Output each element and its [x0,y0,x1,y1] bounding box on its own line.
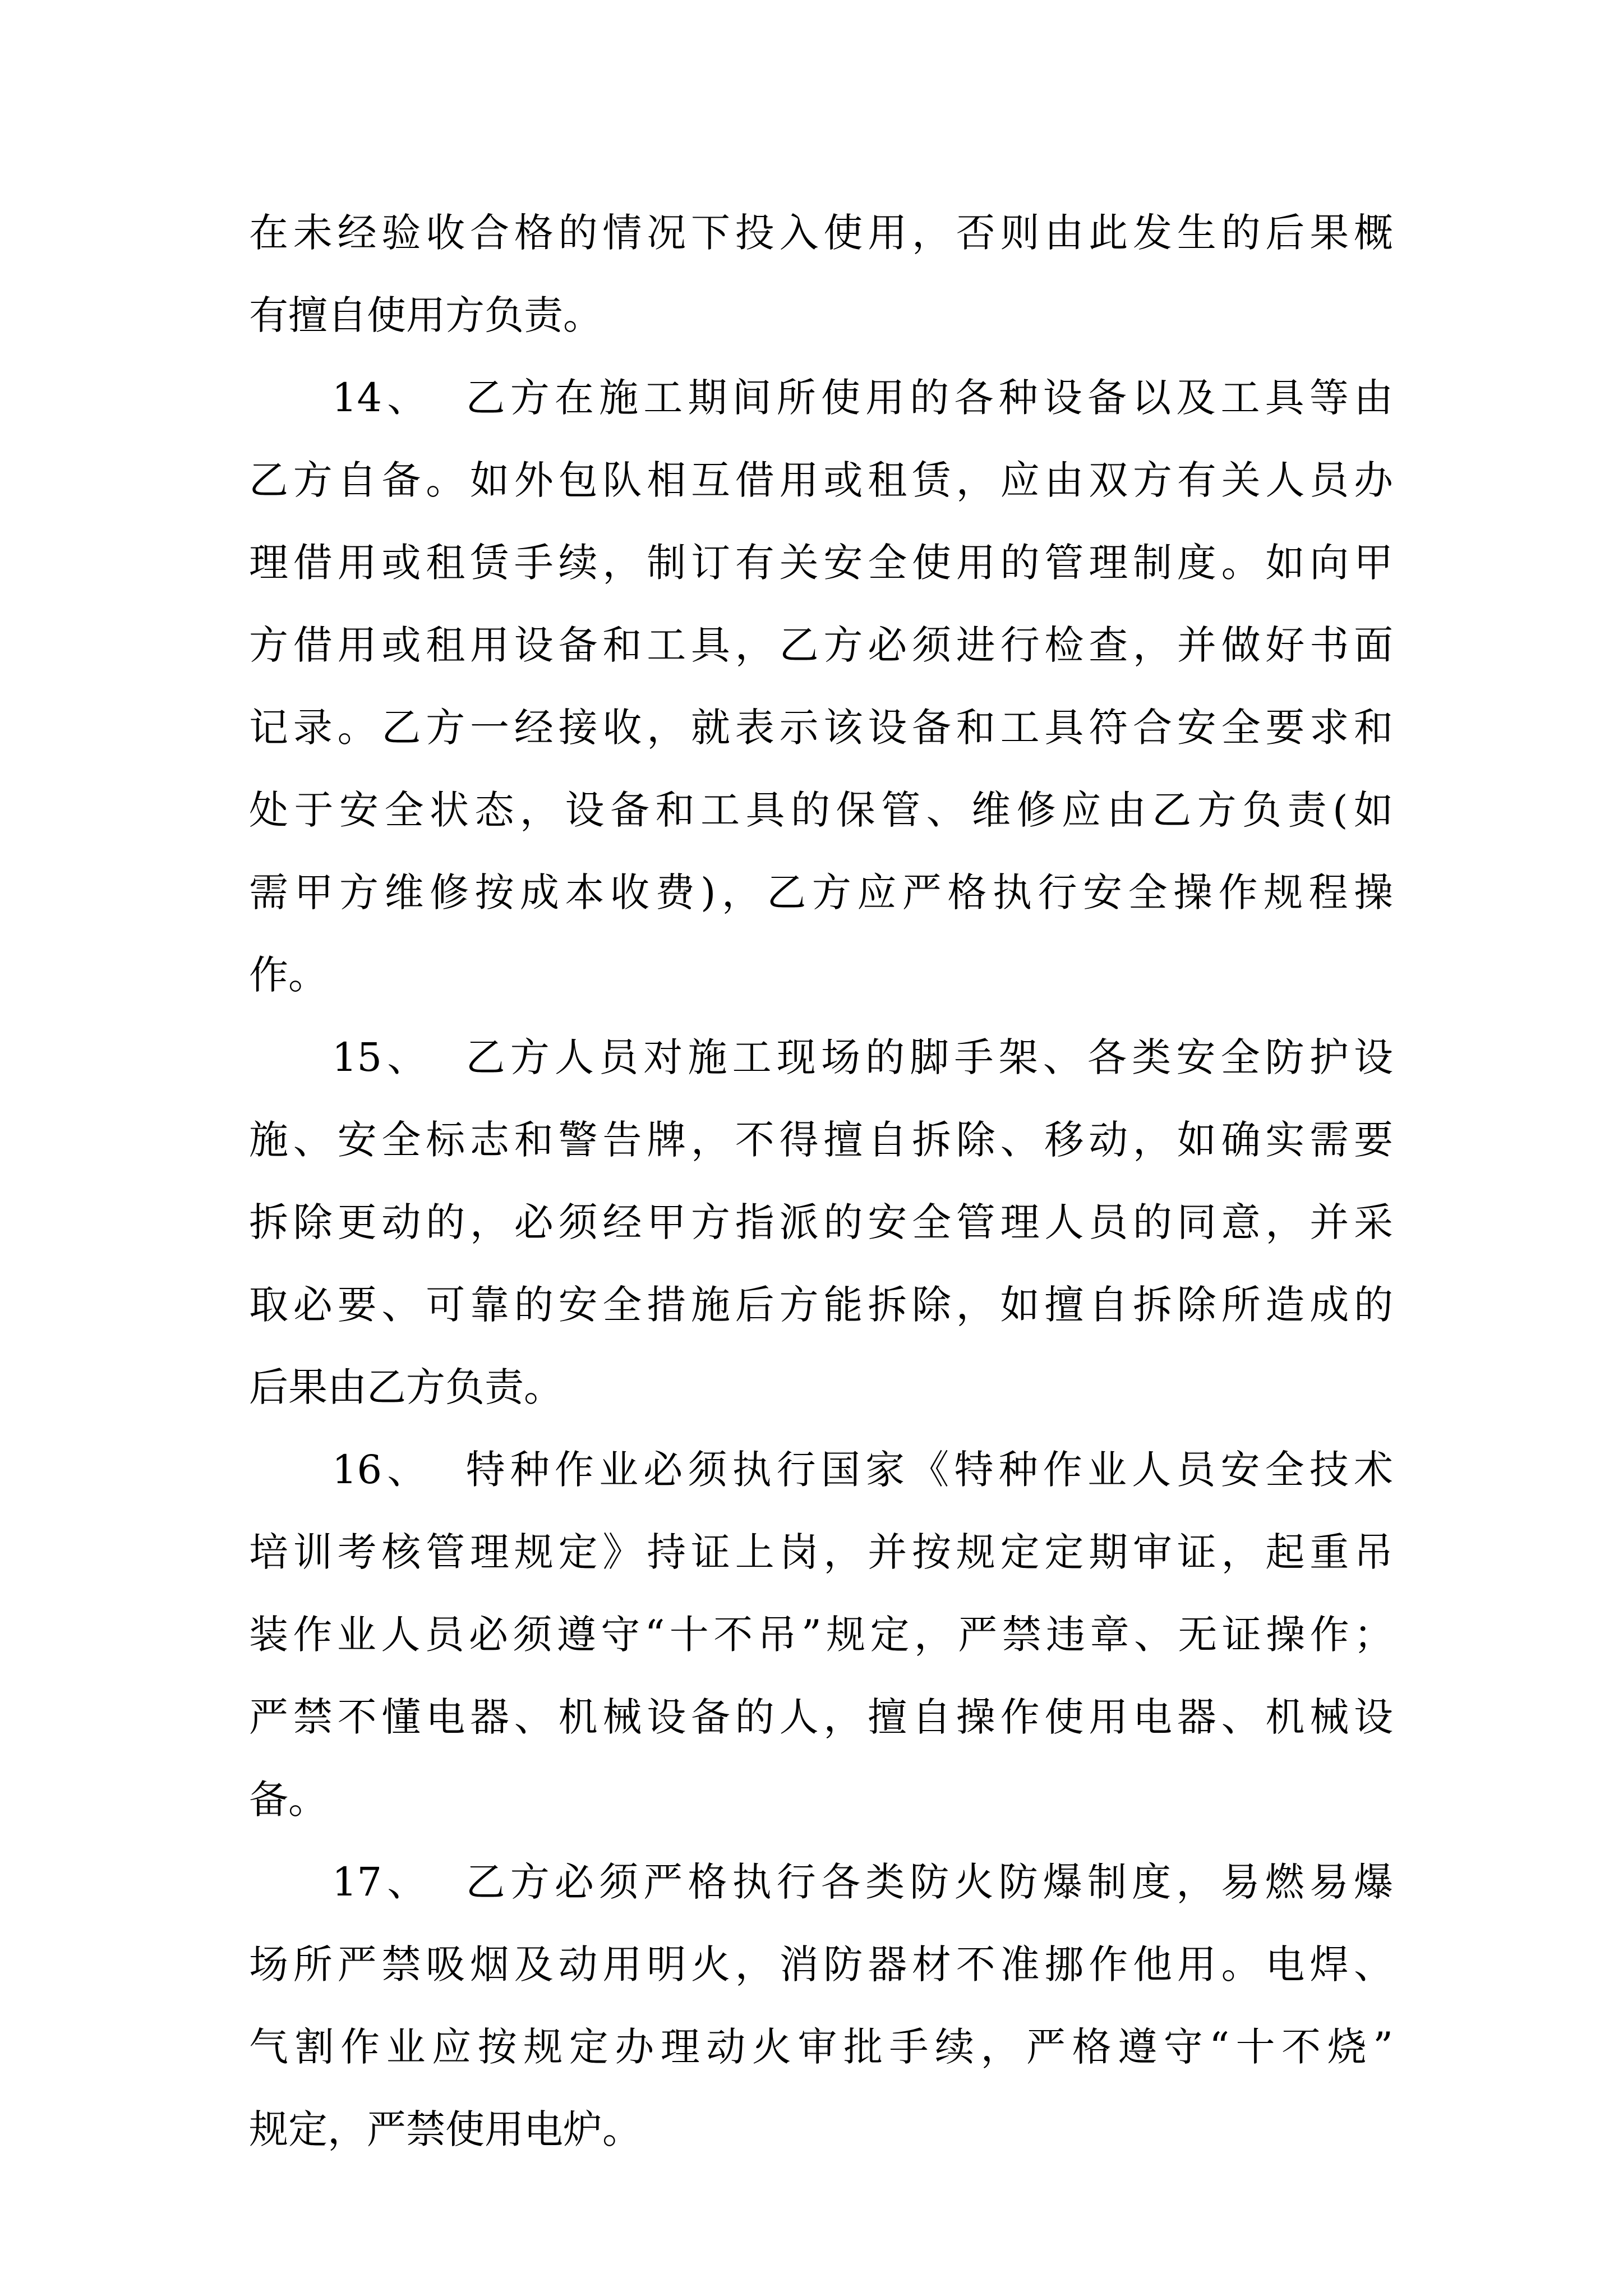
text-line [249,357,1393,439]
text-line [249,1016,1393,1099]
text-line [249,1841,1393,1924]
text-line: 需甲方维修按成本收费)，乙方应严格执行安全操作规程操 [249,869,1393,915]
text-line [249,1429,1393,1511]
text-line: 理借用或租赁手续，制订有关安全使用的管理制度。如向甲 [249,540,1393,586]
text-line: 规定，严禁使用电炉。 [249,2106,642,2152]
text-line: 后果由乙方负责。 [249,1364,563,1410]
text-line: 严禁不懂电器、机械设备的人，擅自操作使用电器、机械设 [249,1694,1393,1740]
text-line: 场所严禁吸烟及动用明火，消防器材不准挪作他用。电焊、 [249,1941,1393,1987]
text-line: 记录。乙方一经接收，就表示该设备和工具符合安全要求和 [249,705,1393,751]
paragraph-14 [249,357,1393,1016]
text-line: 有擅自使用方负责。 [249,292,602,338]
text-line: 培训考核管理规定》持证上岗，并按规定定期审证，起重吊 [249,1529,1393,1575]
text-line: 在未经验收合格的情况下投入使用，否则由此发生的后果概 [249,210,1393,256]
text-line: 作。 [249,952,328,998]
text-line: 拆除更动的，必须经甲方指派的安全管理人员的同意，并采 [249,1199,1393,1245]
text-line: 施、安全标志和警告牌，不得擅自拆除、移动，如确实需要 [249,1117,1393,1163]
text-line: 取必要、可靠的安全措施后方能拆除，如擅自拆除所造成的 [249,1282,1393,1328]
paragraph-13-continued [249,192,1393,357]
clause-number: 16、 [332,1447,432,1493]
clause-number: 15、 [332,1034,432,1080]
clause-text: 乙方在施工期间所使用的各种设备以及工具等由 [460,375,1394,421]
text-line: 处于安全状态，设备和工具的保管、维修应由乙方负责(如 [249,787,1393,833]
clause-text: 乙方人员对施工现场的脚手架、各类安全防护设 [460,1034,1394,1080]
paragraph-17 [249,1841,1393,2171]
document-body [249,192,1393,2171]
clause-text: 特种作业必须执行国家《特种作业人员安全技术 [460,1447,1394,1493]
clause-text: 乙方必须严格执行各类防火防爆制度，易燃易爆 [460,1859,1394,1905]
clause-number: 14、 [332,375,432,421]
text-line: 气割作业应按规定办理动火审批手续，严格遵守“十不烧” [249,2024,1393,2070]
clause-number: 17、 [332,1859,432,1905]
paragraph-15 [249,1016,1393,1429]
text-line: 方借用或租用设备和工具，乙方必须进行检查，并做好书面 [249,622,1393,668]
text-line: 装作业人员必须遵守“十不吊”规定，严禁违章、无证操作； [249,1612,1393,1658]
text-line: 备。 [249,1777,328,1823]
text-line: 乙方自备。如外包队相互借用或租赁，应由双方有关人员办 [249,457,1393,503]
paragraph-16 [249,1429,1393,1841]
